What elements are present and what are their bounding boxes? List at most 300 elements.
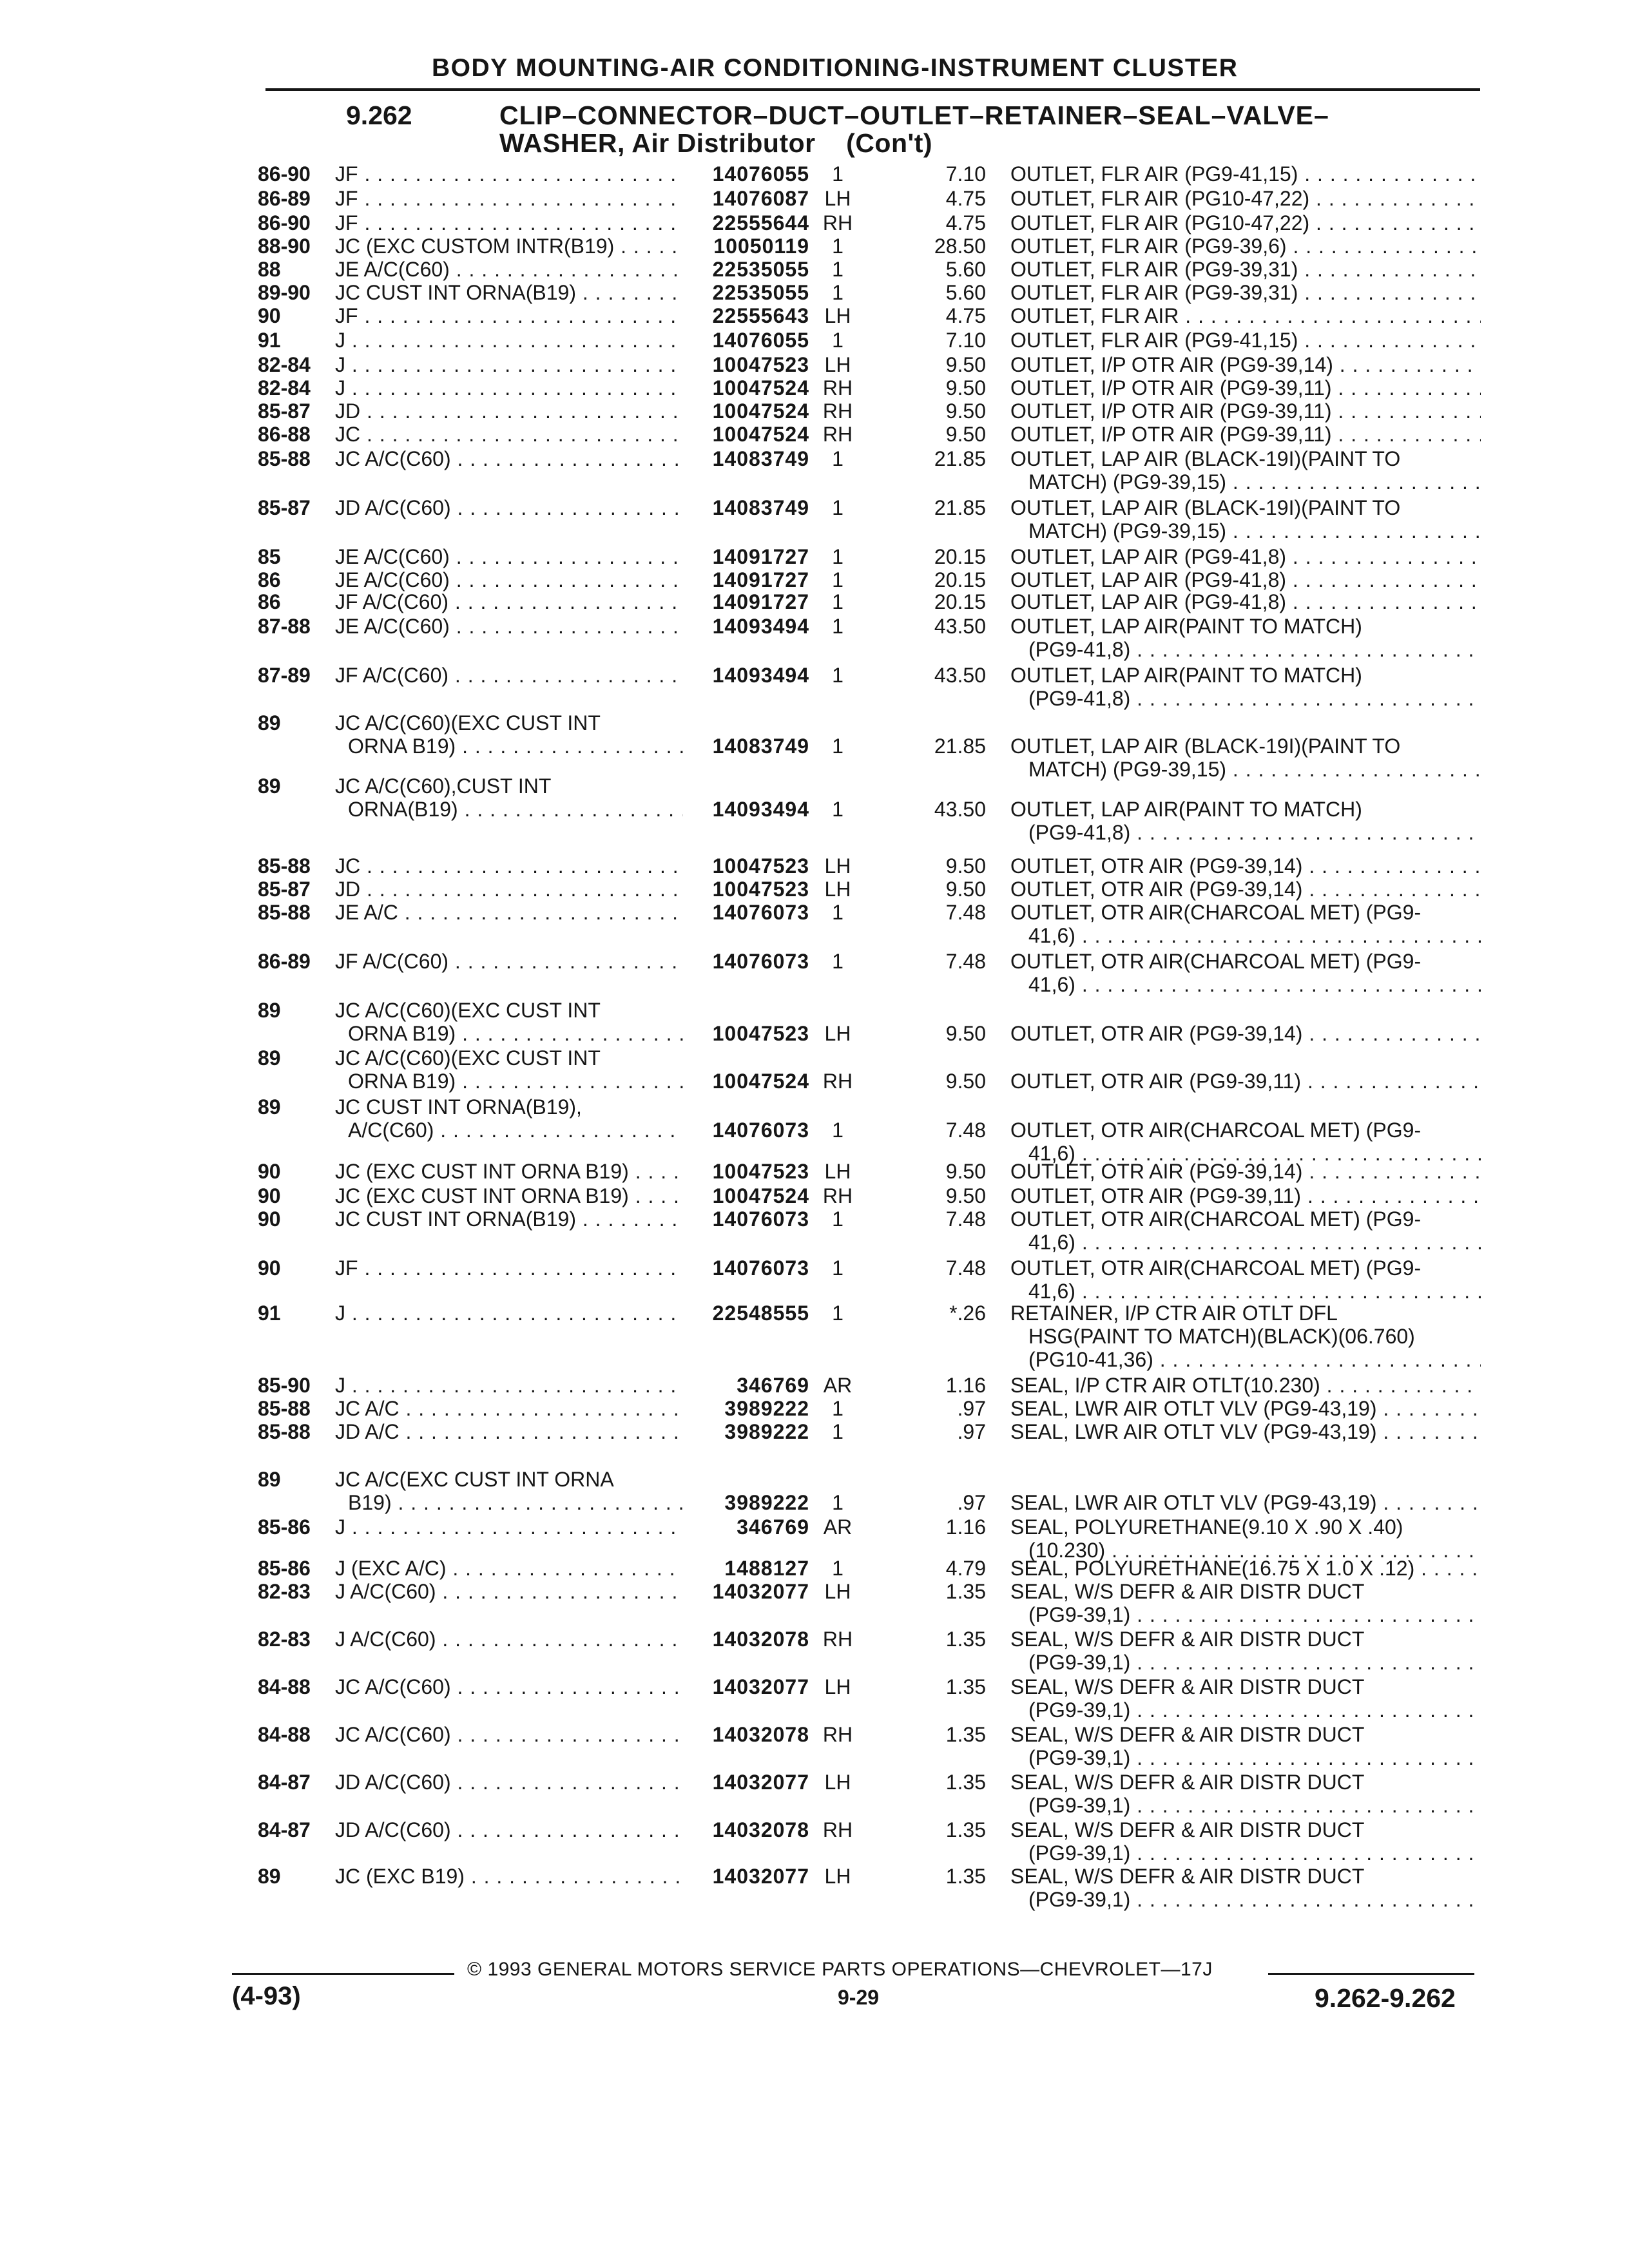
- table-row: [0, 854, 1629, 878]
- row-description-continued: (PG9-39,1) . . .: [1028, 1794, 1481, 1817]
- row-price: 1.35: [945, 1628, 986, 1651]
- row-part-number: 14076055: [712, 162, 809, 186]
- row-quantity: LH: [824, 1865, 851, 1888]
- table-row: [0, 590, 1629, 613]
- row-part-number: 14032078: [712, 1723, 809, 1746]
- row-part-number: 10047523: [712, 353, 809, 376]
- row-quantity: RH: [822, 1818, 853, 1841]
- row-quantity: RH: [822, 423, 853, 446]
- row-description: OUTLET, LAP AIR (BLACK-19I)(PAINT TO: [1010, 735, 1401, 758]
- row-price: .97: [957, 1420, 986, 1443]
- row-year: 89: [258, 1468, 281, 1491]
- footer-rule-left: [232, 1973, 454, 1975]
- row-description-continued: HSG(PAINT TO MATCH)(BLACK)(06.760): [1028, 1325, 1415, 1348]
- table-row: [0, 1397, 1629, 1420]
- row-quantity: 1: [832, 329, 843, 352]
- row-description: OUTLET, OTR AIR (PG9-39,14) . . .: [1010, 1022, 1481, 1045]
- table-row: [0, 999, 1629, 1045]
- row-quantity: 1: [832, 1420, 843, 1443]
- row-description: OUTLET, OTR AIR(CHARCOAL MET) (PG9-: [1010, 1256, 1422, 1280]
- row-quantity: RH: [822, 1628, 853, 1651]
- row-model: J A/C(C60) . . .: [335, 1580, 683, 1603]
- table-row: [0, 447, 1629, 494]
- row-price: 1.35: [945, 1771, 986, 1794]
- row-quantity: RH: [822, 399, 853, 423]
- row-part-number: 14076073: [712, 950, 809, 973]
- table-row: [0, 211, 1629, 235]
- row-model: JC CUST INT ORNA(B19) . . .: [335, 1207, 683, 1231]
- row-description: OUTLET, OTR AIR (PG9-39,14) . . .: [1010, 1160, 1481, 1183]
- row-year: 84-88: [258, 1675, 311, 1698]
- table-row: [0, 258, 1629, 281]
- row-part-number: 14076073: [712, 1256, 809, 1280]
- row-description: SEAL, LWR AIR OTLT VLV (PG9-43,19) . . .: [1010, 1420, 1481, 1443]
- row-price: 1.35: [945, 1580, 986, 1603]
- row-quantity: 1: [832, 447, 843, 470]
- row-description: SEAL, LWR AIR OTLT VLV (PG9-43,19) . . .: [1010, 1491, 1481, 1514]
- row-year: 84-87: [258, 1818, 311, 1841]
- row-model: J . . .: [335, 353, 683, 376]
- row-year: 82-84: [258, 353, 311, 376]
- row-quantity: 1: [832, 664, 843, 687]
- row-part-number: 14032077: [712, 1865, 809, 1888]
- row-description: OUTLET, LAP AIR(PAINT TO MATCH): [1010, 798, 1362, 821]
- row-description: OUTLET, LAP AIR (PG9-41,8) . . .: [1010, 568, 1481, 591]
- row-description: OUTLET, FLR AIR (PG9-41,15) . . .: [1010, 329, 1481, 352]
- row-description: SEAL, POLYURETHANE(16.75 X 1.0 X .12) . . .: [1010, 1557, 1481, 1580]
- row-part-number: 22555643: [712, 304, 809, 327]
- table-row: [0, 901, 1629, 947]
- row-quantity: RH: [822, 1723, 853, 1746]
- row-model: JE A/C . . .: [335, 901, 683, 924]
- row-year: 90: [258, 1184, 281, 1207]
- row-year: 85: [258, 545, 281, 568]
- row-part-number: 14091727: [712, 545, 809, 568]
- row-part-number: 14091727: [712, 590, 809, 613]
- row-model: JC (EXC CUST INT ORNA B19) . . .: [335, 1184, 683, 1207]
- row-price: 21.85: [934, 496, 986, 519]
- row-model: JC CUST INT ORNA(B19) . . .: [335, 281, 683, 304]
- row-price: 4.75: [945, 304, 986, 327]
- table-row: [0, 1865, 1629, 1911]
- table-row: [0, 878, 1629, 901]
- row-quantity: LH: [824, 353, 851, 376]
- table-row: [0, 353, 1629, 376]
- row-year: 85-88: [258, 901, 311, 924]
- row-year: 91: [258, 1302, 281, 1325]
- row-year: 90: [258, 1160, 281, 1183]
- row-part-number: 10047524: [712, 423, 809, 446]
- row-model: JC A/C(C60)(EXC CUST INT: [335, 999, 601, 1022]
- row-quantity: LH: [824, 854, 851, 878]
- row-quantity: 1: [832, 545, 843, 568]
- table-row: [0, 774, 1629, 844]
- row-year: 85-88: [258, 1420, 311, 1443]
- row-model: JC A/C(C60) . . .: [335, 1675, 683, 1698]
- row-model: JC A/C(C60),CUST INT: [335, 774, 552, 798]
- row-description: SEAL, W/S DEFR & AIR DISTR DUCT: [1010, 1628, 1365, 1651]
- row-quantity: 1: [832, 496, 843, 519]
- row-quantity: LH: [824, 1160, 851, 1183]
- table-row: [0, 281, 1629, 304]
- row-year: 86-89: [258, 950, 311, 973]
- row-quantity: AR: [823, 1374, 853, 1397]
- row-model: JD A/C . . .: [335, 1420, 683, 1443]
- row-price: 9.50: [945, 353, 986, 376]
- row-quantity: 1: [832, 235, 843, 258]
- table-row: [0, 1557, 1629, 1580]
- row-price: 21.85: [934, 447, 986, 470]
- table-row: [0, 1256, 1629, 1303]
- row-description: OUTLET, OTR AIR(CHARCOAL MET) (PG9-: [1010, 1207, 1422, 1231]
- row-price: 43.50: [934, 615, 986, 638]
- row-price: 20.15: [934, 568, 986, 591]
- row-year: 85-88: [258, 1397, 311, 1420]
- row-model: JC (EXC CUSTOM INTR(B19) . . .: [335, 235, 683, 258]
- table-row: [0, 162, 1629, 186]
- row-description-continued: 41,6) . . .: [1028, 973, 1481, 996]
- row-description: SEAL, W/S DEFR & AIR DISTR DUCT: [1010, 1818, 1365, 1841]
- row-model-continued: ORNA B19) . . .: [348, 1022, 683, 1045]
- row-year: 82-83: [258, 1628, 311, 1651]
- row-part-number: 14083749: [712, 496, 809, 519]
- row-part-number: 14091727: [712, 568, 809, 591]
- row-year: 86: [258, 568, 281, 591]
- row-description: OUTLET, OTR AIR (PG9-39,14) . . .: [1010, 878, 1481, 901]
- row-part-number: 14083749: [712, 735, 809, 758]
- row-price: 7.48: [945, 950, 986, 973]
- row-model: JC CUST INT ORNA(B19),: [335, 1095, 582, 1119]
- footer-section-range: 9.262-9.262: [1315, 1983, 1456, 2013]
- row-part-number: 10047524: [712, 1070, 809, 1093]
- row-year: 82-84: [258, 376, 311, 399]
- row-quantity: 1: [832, 281, 843, 304]
- row-price: 43.50: [934, 664, 986, 687]
- row-price: 20.15: [934, 590, 986, 613]
- row-description: OUTLET, LAP AIR (PG9-41,8) . . .: [1010, 590, 1481, 613]
- row-description: OUTLET, OTR AIR (PG9-39,11) . . .: [1010, 1184, 1481, 1207]
- row-price: 1.35: [945, 1865, 986, 1888]
- row-description: SEAL, LWR AIR OTLT VLV (PG9-43,19) . . .: [1010, 1397, 1481, 1420]
- row-description: OUTLET, LAP AIR (BLACK-19I)(PAINT TO: [1010, 496, 1401, 519]
- row-price: 9.50: [945, 1070, 986, 1093]
- row-year: 85-87: [258, 878, 311, 901]
- table-row: [0, 1046, 1629, 1093]
- row-model: JC A/C(C60) . . .: [335, 447, 683, 470]
- row-part-number: 346769: [737, 1374, 809, 1397]
- row-price: 1.35: [945, 1675, 986, 1698]
- row-description-continued: (PG9-39,1) . . .: [1028, 1603, 1481, 1626]
- row-price: 9.50: [945, 376, 986, 399]
- row-model: JF . . .: [335, 162, 683, 186]
- row-year: 86-89: [258, 187, 311, 210]
- row-price: 9.50: [945, 399, 986, 423]
- row-year: 88-90: [258, 235, 311, 258]
- page-header-title: BODY MOUNTING-AIR CONDITIONING-INSTRUMENT CLUSTER: [432, 54, 1239, 82]
- row-model: JC A/C . . .: [335, 1397, 683, 1420]
- row-year: 90: [258, 1256, 281, 1280]
- row-model: J . . .: [335, 1302, 683, 1325]
- row-model-continued: ORNA B19) . . .: [348, 735, 683, 758]
- row-model: JD A/C(C60) . . .: [335, 496, 683, 519]
- row-description: SEAL, W/S DEFR & AIR DISTR DUCT: [1010, 1723, 1365, 1746]
- row-price: *.26: [949, 1302, 986, 1325]
- row-part-number: 14076073: [712, 1207, 809, 1231]
- row-model: JC A/C(C60) . . .: [335, 1723, 683, 1746]
- row-price: 1.16: [945, 1515, 986, 1539]
- row-quantity: RH: [822, 1184, 853, 1207]
- row-model: JF . . .: [335, 187, 683, 210]
- row-price: 4.75: [945, 187, 986, 210]
- row-quantity: 1: [832, 1397, 843, 1420]
- row-part-number: 14032078: [712, 1628, 809, 1651]
- row-price: 9.50: [945, 1184, 986, 1207]
- row-part-number: 10047524: [712, 376, 809, 399]
- row-model: JC A/C(C60)(EXC CUST INT: [335, 711, 601, 735]
- row-price: 7.10: [945, 329, 986, 352]
- row-part-number: 14093494: [712, 615, 809, 638]
- row-price: 21.85: [934, 735, 986, 758]
- row-quantity: LH: [824, 304, 851, 327]
- table-row: [0, 664, 1629, 710]
- row-quantity: 1: [832, 1491, 843, 1514]
- row-part-number: 10047524: [712, 399, 809, 423]
- table-row: [0, 376, 1629, 399]
- row-year: 89: [258, 774, 281, 798]
- row-quantity: RH: [822, 1070, 853, 1093]
- row-year: 82-83: [258, 1580, 311, 1603]
- row-price: 9.50: [945, 878, 986, 901]
- row-model: JD . . .: [335, 878, 683, 901]
- row-quantity: 1: [832, 568, 843, 591]
- row-description-continued: 41,6) . . .: [1028, 1231, 1481, 1254]
- row-quantity: AR: [823, 1515, 853, 1539]
- table-row: [0, 1095, 1629, 1165]
- row-year: 91: [258, 329, 281, 352]
- row-year: 85-86: [258, 1557, 311, 1580]
- row-description: OUTLET, OTR AIR(CHARCOAL MET) (PG9-: [1010, 950, 1422, 973]
- row-part-number: 10050119: [713, 235, 809, 258]
- table-row: [0, 1207, 1629, 1254]
- table-row: [0, 1184, 1629, 1207]
- row-model-continued: B19) . . .: [348, 1491, 683, 1514]
- row-price: 5.60: [945, 281, 986, 304]
- row-year: 88: [258, 258, 281, 281]
- row-year: 84-88: [258, 1723, 311, 1746]
- row-quantity: 1: [832, 901, 843, 924]
- row-description-continued: (PG9-39,1) . . .: [1028, 1746, 1481, 1769]
- row-price: 5.60: [945, 258, 986, 281]
- row-description-continued: (PG9-41,8) . . .: [1028, 821, 1481, 844]
- row-model: JE A/C(C60) . . .: [335, 258, 683, 281]
- row-description: SEAL, POLYURETHANE(9.10 X .90 X .40): [1010, 1515, 1403, 1539]
- row-model: J A/C(C60) . . .: [335, 1628, 683, 1651]
- row-quantity: 1: [832, 258, 843, 281]
- table-row: [0, 1628, 1629, 1674]
- row-price: 7.48: [945, 1207, 986, 1231]
- row-year: 85-87: [258, 496, 311, 519]
- row-model: JD . . .: [335, 399, 683, 423]
- row-description-continued: MATCH) (PG9-39,15) . . .: [1028, 519, 1481, 543]
- table-row: [0, 615, 1629, 661]
- row-part-number: 3989222: [724, 1491, 809, 1514]
- row-model: J . . .: [335, 1374, 683, 1397]
- row-year: 85-90: [258, 1374, 311, 1397]
- row-price: 9.50: [945, 854, 986, 878]
- row-price: 7.10: [945, 162, 986, 186]
- row-description: SEAL, I/P CTR AIR OTLT(10.230) . . .: [1010, 1374, 1481, 1397]
- row-year: 87-88: [258, 615, 311, 638]
- row-price: 9.50: [945, 1160, 986, 1183]
- row-year: 85-88: [258, 854, 311, 878]
- row-model-continued: ORNA B19) . . .: [348, 1070, 683, 1093]
- row-description: OUTLET, FLR AIR (PG9-39,31) . . .: [1010, 258, 1481, 281]
- row-description: OUTLET, I/P OTR AIR (PG9-39,11) . . .: [1010, 423, 1481, 446]
- row-model: JC . . .: [335, 423, 683, 446]
- row-model: JF . . .: [335, 304, 683, 327]
- row-part-number: 22548555: [712, 1302, 809, 1325]
- row-part-number: 14093494: [712, 798, 809, 821]
- row-part-number: 14076087: [712, 187, 809, 210]
- row-description-continued: 41,6) . . .: [1028, 1142, 1481, 1165]
- row-description-continued: 41,6) . . .: [1028, 924, 1481, 947]
- row-model: JF . . .: [335, 1256, 683, 1280]
- row-quantity: LH: [824, 1675, 851, 1698]
- row-description-continued: (PG9-39,1) . . .: [1028, 1651, 1481, 1674]
- row-model: JE A/C(C60) . . .: [335, 568, 683, 591]
- row-description: OUTLET, FLR AIR (PG9-41,15) . . .: [1010, 162, 1481, 186]
- row-description: SEAL, W/S DEFR & AIR DISTR DUCT: [1010, 1580, 1365, 1603]
- row-year: 87-89: [258, 664, 311, 687]
- row-description: OUTLET, FLR AIR (PG10-47,22) . . .: [1010, 211, 1481, 235]
- table-row: [0, 1515, 1629, 1562]
- row-part-number: 22535055: [712, 258, 809, 281]
- row-year: 85-87: [258, 399, 311, 423]
- row-description: OUTLET, LAP AIR(PAINT TO MATCH): [1010, 615, 1362, 638]
- row-description: OUTLET, I/P OTR AIR (PG9-39,11) . . .: [1010, 399, 1481, 423]
- table-row: [0, 1420, 1629, 1443]
- row-quantity: LH: [824, 187, 851, 210]
- row-description-continued: (PG9-41,8) . . .: [1028, 687, 1481, 710]
- section-number: 9.262: [346, 101, 412, 130]
- row-model: JC A/C(EXC CUST INT ORNA: [335, 1468, 614, 1491]
- table-row: [0, 711, 1629, 781]
- row-description: OUTLET, FLR AIR . . .: [1010, 304, 1481, 327]
- section-title-line2: WASHER, Air Distributor (Con't): [499, 128, 933, 158]
- row-model: J . . .: [335, 329, 683, 352]
- row-price: 7.48: [945, 1256, 986, 1280]
- table-row: [0, 187, 1629, 210]
- row-description-continued: 41,6) . . .: [1028, 1280, 1481, 1303]
- section-title-line1: CLIP–CONNECTOR–DUCT–OUTLET–RETAINER–SEAL–VALVE–: [499, 101, 1329, 130]
- footer-date: (4-93): [232, 1982, 301, 2010]
- row-description-continued-2: (PG10-41,36) . . .: [1028, 1348, 1481, 1371]
- footer-copyright: © 1993 GENERAL MOTORS SERVICE PARTS OPERATIONS—CHEVROLET—17J: [467, 1959, 1213, 1980]
- row-part-number: 14032077: [712, 1580, 809, 1603]
- table-row: [0, 329, 1629, 352]
- row-year: 89: [258, 999, 281, 1022]
- row-description: RETAINER, I/P CTR AIR OTLT DFL: [1010, 1302, 1338, 1325]
- row-part-number: 22535055: [712, 281, 809, 304]
- row-model: J (EXC A/C) . . .: [335, 1557, 683, 1580]
- row-part-number: 14076073: [712, 901, 809, 924]
- table-row: [0, 1468, 1629, 1514]
- row-part-number: 10047523: [712, 854, 809, 878]
- row-description-continued: (PG9-41,8) . . .: [1028, 638, 1481, 661]
- table-row: [0, 568, 1629, 591]
- table-row: [0, 1675, 1629, 1722]
- row-quantity: RH: [822, 376, 853, 399]
- row-year: 85-88: [258, 447, 311, 470]
- row-part-number: 3989222: [724, 1420, 809, 1443]
- row-model: JC (EXC B19) . . .: [335, 1865, 683, 1888]
- row-price: .97: [957, 1491, 986, 1514]
- row-model: JF A/C(C60) . . .: [335, 664, 683, 687]
- row-description-continued: MATCH) (PG9-39,15) . . .: [1028, 470, 1481, 494]
- row-part-number: 14032078: [712, 1818, 809, 1841]
- row-quantity: 1: [832, 615, 843, 638]
- row-quantity: LH: [824, 1580, 851, 1603]
- row-year: 84-87: [258, 1771, 311, 1794]
- row-price: .97: [957, 1397, 986, 1420]
- row-part-number: 10047523: [712, 1022, 809, 1045]
- row-description: OUTLET, OTR AIR (PG9-39,11) . . .: [1010, 1070, 1481, 1093]
- row-description-continued: MATCH) (PG9-39,15) . . .: [1028, 758, 1481, 781]
- row-quantity: 1: [832, 735, 843, 758]
- row-year: 89-90: [258, 281, 311, 304]
- row-part-number: 10047523: [712, 1160, 809, 1183]
- row-model: JF A/C(C60) . . .: [335, 950, 683, 973]
- row-part-number: 10047524: [712, 1184, 809, 1207]
- row-description: OUTLET, FLR AIR (PG9-39,6) . . .: [1010, 235, 1481, 258]
- row-quantity: 1: [832, 1302, 843, 1325]
- table-row: [0, 1374, 1629, 1397]
- table-row: [0, 1723, 1629, 1769]
- row-price: 4.75: [945, 211, 986, 235]
- row-quantity: 1: [832, 1207, 843, 1231]
- row-year: 90: [258, 1207, 281, 1231]
- row-part-number: 14032077: [712, 1675, 809, 1698]
- row-price: 1.35: [945, 1723, 986, 1746]
- row-description: SEAL, W/S DEFR & AIR DISTR DUCT: [1010, 1865, 1365, 1888]
- row-year: 86-90: [258, 162, 311, 186]
- row-part-number: 14032077: [712, 1771, 809, 1794]
- row-description: OUTLET, OTR AIR(CHARCOAL MET) (PG9-: [1010, 1119, 1422, 1142]
- row-description: OUTLET, LAP AIR (BLACK-19I)(PAINT TO: [1010, 447, 1401, 470]
- row-description-continued: (PG9-39,1) . . .: [1028, 1888, 1481, 1911]
- row-year: 90: [258, 304, 281, 327]
- row-description: SEAL, W/S DEFR & AIR DISTR DUCT: [1010, 1771, 1365, 1794]
- row-year: 89: [258, 1046, 281, 1070]
- table-row: [0, 1818, 1629, 1865]
- row-description: OUTLET, FLR AIR (PG9-39,31) . . .: [1010, 281, 1481, 304]
- row-quantity: 1: [832, 162, 843, 186]
- table-row: [0, 545, 1629, 568]
- row-price: 4.79: [945, 1557, 986, 1580]
- row-quantity: RH: [822, 211, 853, 235]
- row-quantity: LH: [824, 878, 851, 901]
- row-part-number: 14076073: [712, 1119, 809, 1142]
- row-price: 1.35: [945, 1818, 986, 1841]
- row-description: OUTLET, I/P OTR AIR (PG9-39,11) . . .: [1010, 376, 1481, 399]
- row-part-number: 14076055: [712, 329, 809, 352]
- row-year: 89: [258, 711, 281, 735]
- row-part-number: 14083749: [712, 447, 809, 470]
- row-year: 86-88: [258, 423, 311, 446]
- row-quantity: LH: [824, 1022, 851, 1045]
- row-quantity: 1: [832, 950, 843, 973]
- row-quantity: 1: [832, 1119, 843, 1142]
